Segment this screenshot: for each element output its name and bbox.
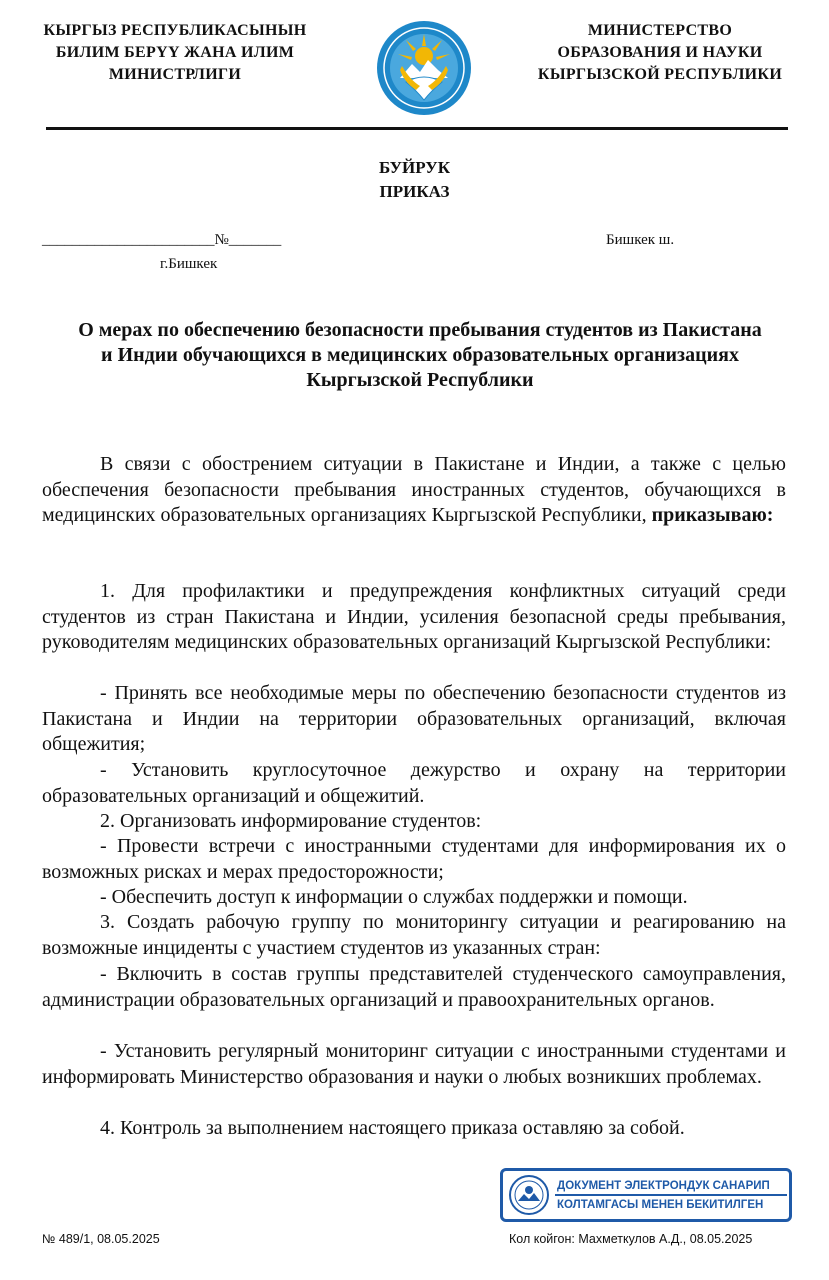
- item-3b: - Установить регулярный мониторинг ситуации с иностранными студентами и информировать Министерство образования и науки о любых возникших проблемах.: [42, 1040, 786, 1088]
- item-1a: - Принять все необходимые меры по обеспечению безопасности студентов из Пакистана и Индии на территории образовательных организаций, включая общежития;: [42, 682, 786, 755]
- ministry-name-ru-line-1: МИНИСТЕРСТВО: [587, 22, 733, 39]
- stamp-emblem-icon: [509, 1175, 549, 1215]
- item-1: 1. Для профилактики и предупреждения конфликтных ситуаций среди студентов из стран Пакистана и Индии, усиления безопасной среды пребывания, руководителям медицинских образовательных организаций Кыргызской Республики:: [42, 580, 786, 653]
- kyrgyz-state-emblem-icon: [376, 20, 472, 116]
- ministry-name-kg: [40, 20, 310, 86]
- intro-paragraph: [42, 452, 786, 529]
- header-divider: [46, 127, 788, 130]
- document-title: О мерах по обеспечению безопасности пребывания студентов из Пакистана и Индии обучающихся в медицинских образовательных организациях Кыргызской Республики: [78, 319, 762, 391]
- signed-by: Кол койгон: Махметкулов А.Д., 08.05.2025: [509, 1232, 753, 1246]
- ministry-name-ru: [520, 20, 800, 86]
- ministry-name-kg-line-1: КЫРГЫЗ РЕСПУБЛИКАСЫНЫН: [43, 22, 307, 39]
- stamp-text: [557, 1177, 770, 1215]
- stamp-line-1: ДОКУМЕНТ ЭЛЕКТРОНДУК САНАРИП: [557, 1180, 770, 1192]
- stamp-line-2: КОЛТАМГАСЫ МЕНЕН БЕКИТИЛГЕН: [557, 1199, 764, 1211]
- ministry-name-ru-line-2: ОБРАЗОВАНИЯ И НАУКИ: [557, 44, 763, 61]
- item-1b: - Установить круглосуточное дежурство и охрану на территории образовательных организаций и общежитий.: [42, 759, 786, 807]
- order-word: приказываю:: [651, 504, 774, 526]
- doc-type-ru: ПРИКАЗ: [379, 182, 450, 201]
- ministry-name-kg-line-2: БИЛИМ БЕРҮҮ ЖАНА ИЛИМ: [55, 44, 295, 61]
- item-2b: - Обеспечить доступ к информации о службах поддержки и помощи.: [100, 886, 688, 908]
- item-2: 2. Организовать информирование студентов:: [100, 810, 482, 832]
- city-kg: Бишкек ш.: [606, 232, 675, 248]
- ministry-name-ru-line-3: КЫРГЫЗСКОЙ РЕСПУБЛИКИ: [537, 66, 783, 83]
- item-3: 3. Создать рабочую группу по мониторингу ситуации и реагированию на возможные инциденты с участием студентов из указанных стран:: [42, 911, 786, 959]
- intro-text: В связи с обострением ситуации в Пакистане и Индии, а также с целью обеспечения безопасности пребывания иностранных студентов, обучающихся в медицинских образовательных организациях Кыргызской Республики,: [42, 453, 786, 526]
- order-number-line: _______________________№_______: [42, 232, 282, 248]
- ministry-name-kg-line-3: МИНИСТРЛИГИ: [108, 66, 242, 83]
- item-2a: - Провести встречи с иностранными студентами для информирования их о возможных рисках и мерах предосторожности;: [42, 835, 786, 883]
- item-4: 4. Контроль за выполнением настоящего приказа оставляю за собой.: [100, 1117, 685, 1139]
- registration-number: № 489/1, 08.05.2025: [42, 1232, 160, 1246]
- city-ru: г.Бишкек: [160, 256, 218, 272]
- item-3a: - Включить в состав группы представителей студенческого самоуправления, администрации образовательных организаций и правоохранительных органов.: [42, 963, 786, 1011]
- e-signature-stamp: [500, 1168, 792, 1222]
- doc-type-kg: БУЙРУК: [378, 158, 451, 177]
